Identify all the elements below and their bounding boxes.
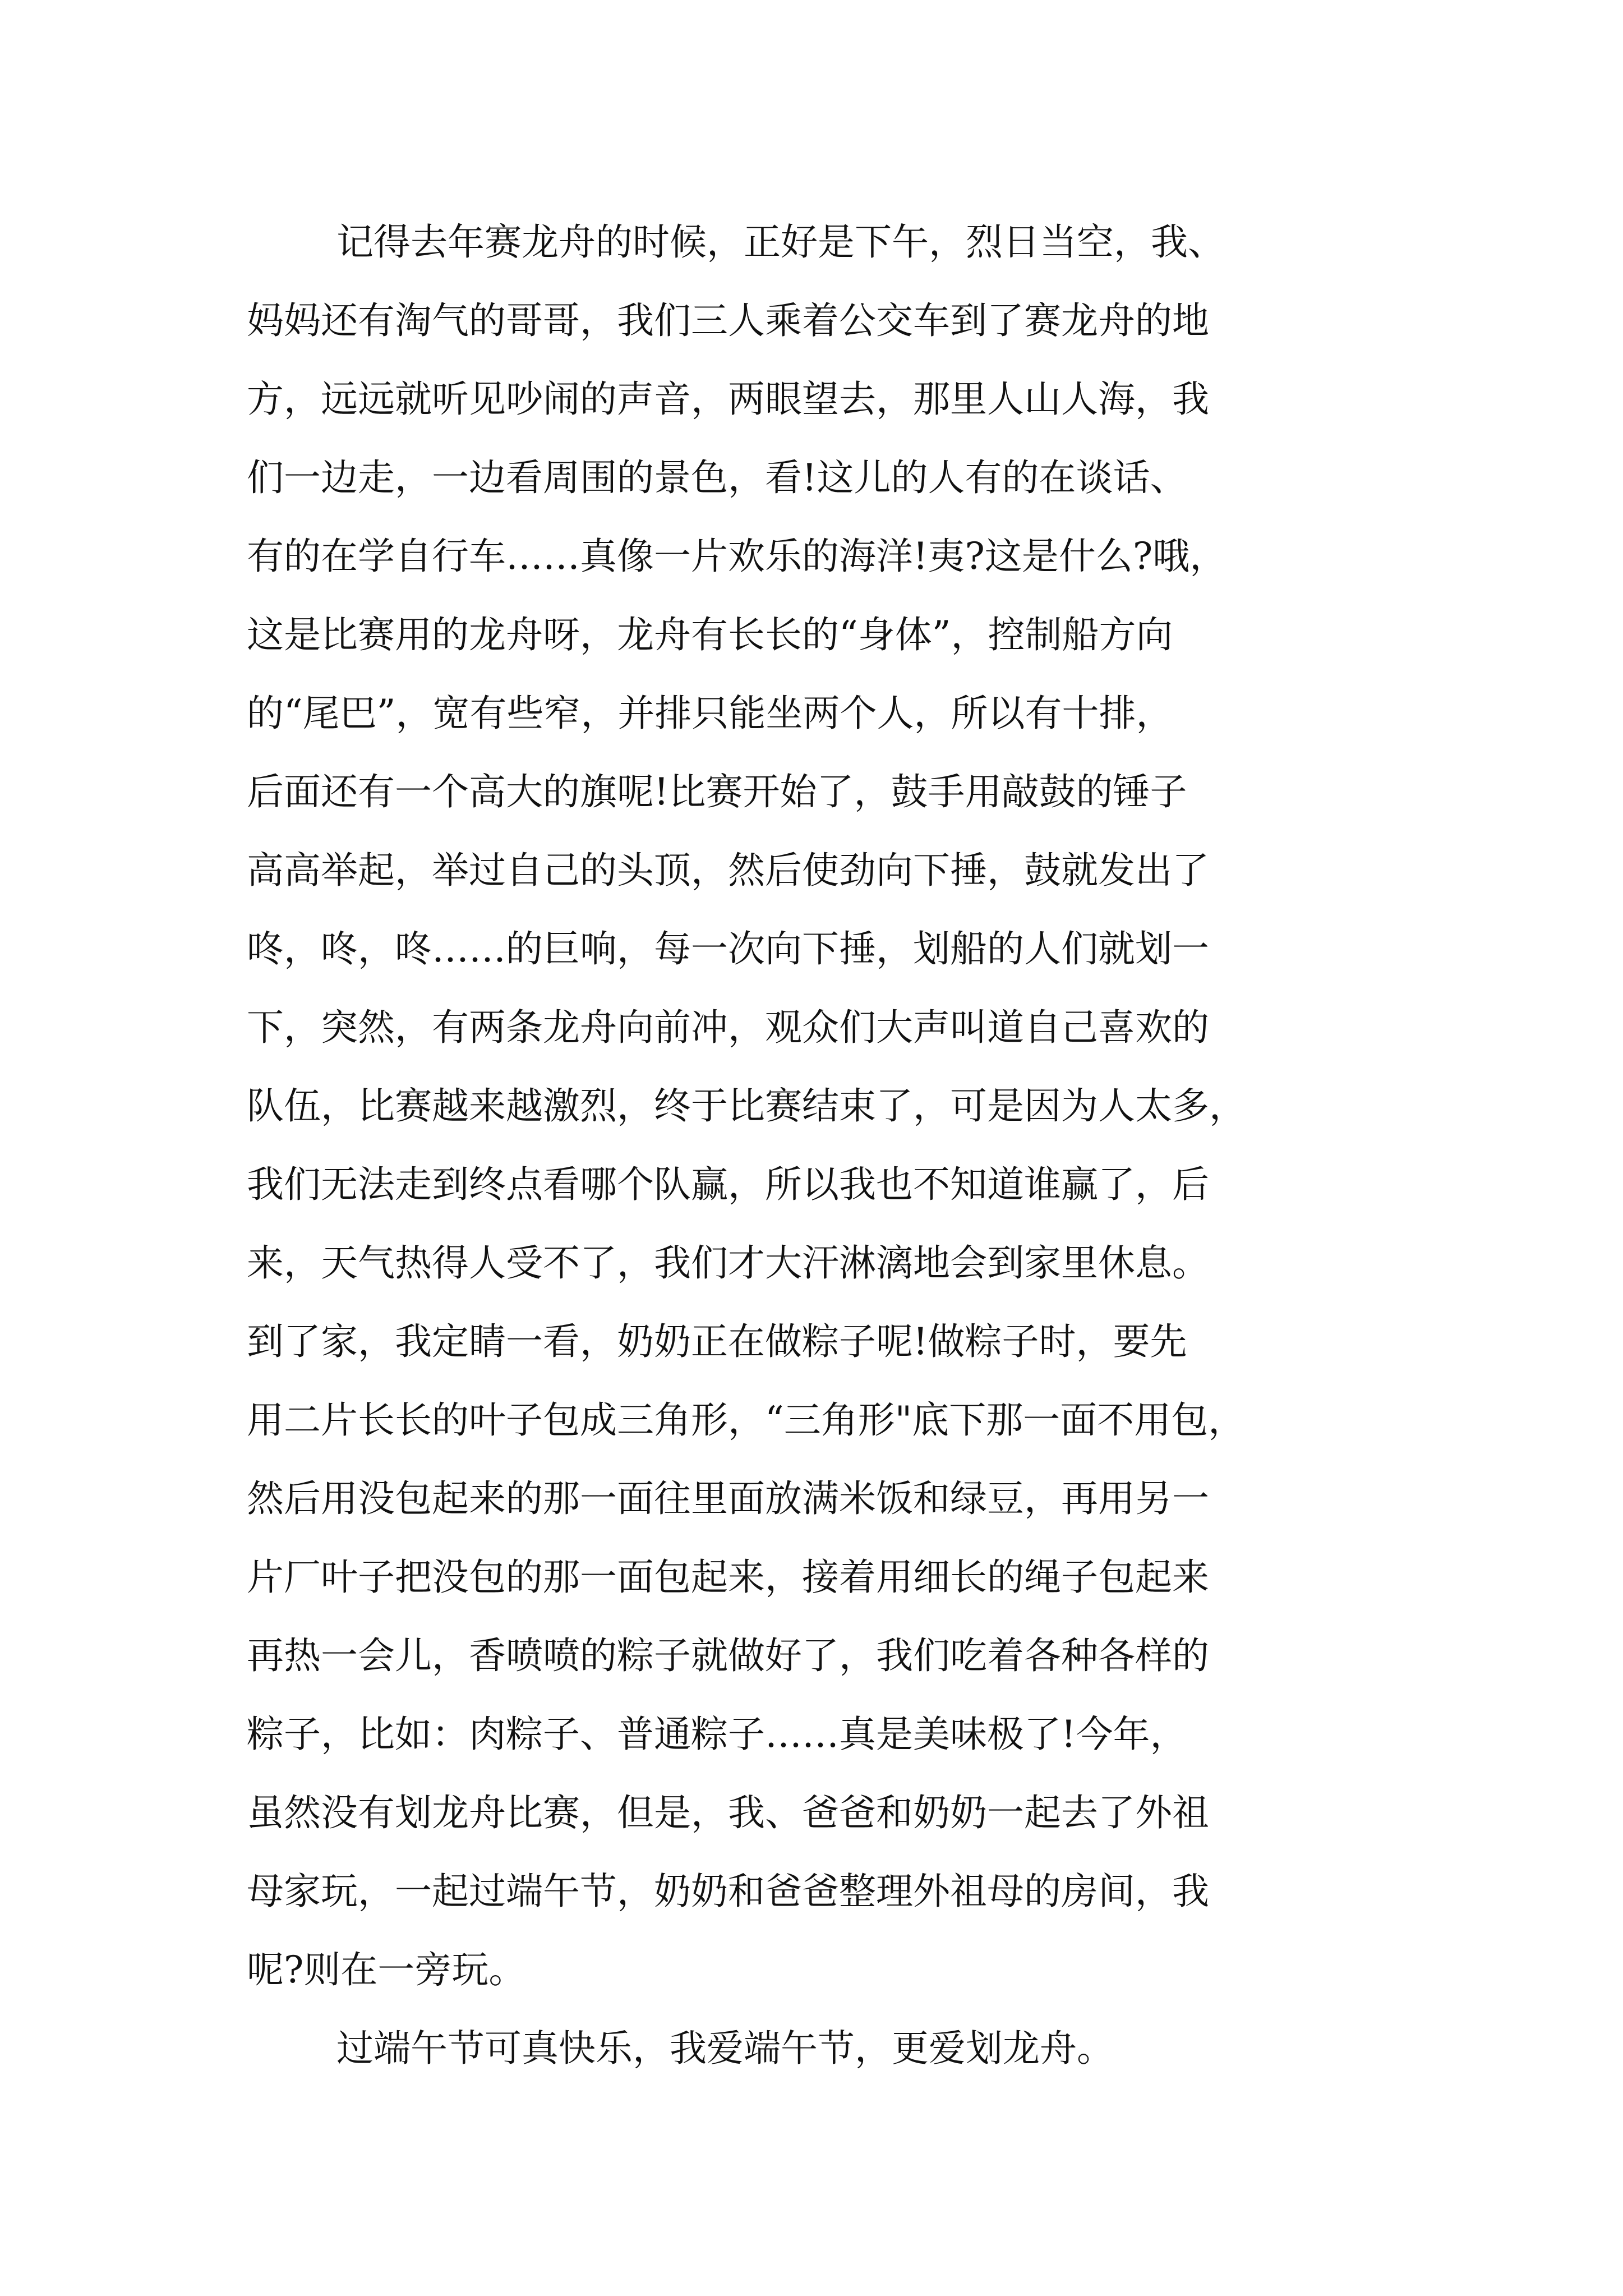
text-line: 队伍，比赛越来越激烈，终于比赛结束了，可是因为人太多， <box>247 1084 1246 1128</box>
text-line: 咚，咚，咚……的巨响，每一次向下捶，划船的人们就划一 <box>247 927 1209 970</box>
text-line: 粽子，比如：肉粽子、普通粽子……真是美味极了!今年， <box>247 1713 1187 1756</box>
paragraph-2 <box>247 2009 1424 2088</box>
text-line: 母家玩，一起过端午节，奶奶和爸爸整理外祖母的房间，我 <box>247 1870 1209 1913</box>
text-line: 下，突然，有两条龙舟向前冲，观众们大声叫道自己喜欢的 <box>247 1006 1209 1049</box>
text-line: 后面还有一个高大的旗呢!比赛开始了，鼓手用敲鼓的锤子 <box>247 770 1187 813</box>
text-line: 高高举起，举过自己的头顶，然后使劲向下捶，鼓就发出了 <box>247 849 1209 892</box>
text-line: 呢?则在一旁玩。 <box>247 1948 526 1991</box>
text-line: 过端午节可真快乐，我爱端午节，更爱划龙舟。 <box>336 2027 1114 2070</box>
text-line: 方，远远就听见吵闹的声音，两眼望去，那里人山人海，我 <box>247 378 1209 421</box>
text-line: 虽然没有划龙舟比赛，但是，我、爸爸和奶奶一起去了外祖 <box>247 1791 1209 1834</box>
text-line: 有的在学自行车……真像一片欢乐的海洋!夷?这是什么?哦， <box>247 535 1227 578</box>
paragraph-1 <box>247 203 1424 2009</box>
text-line: 妈妈还有淘气的哥哥，我们三人乘着公交车到了赛龙舟的地 <box>247 299 1209 342</box>
text-line: 我们无法走到终点看哪个队赢，所以我也不知道谁赢了，后 <box>247 1163 1209 1206</box>
text-line: 来，天气热得人受不了，我们才大汗淋漓地会到家里休息。 <box>247 1241 1209 1285</box>
text-line: 然后用没包起来的那一面往里面放满米饭和绿豆，再用另一 <box>247 1477 1209 1520</box>
document-body <box>247 203 1424 2088</box>
text-line: 们一边走，一边看周围的景色，看!这儿的人有的在谈话、 <box>247 456 1187 499</box>
text-line: 的“尾巴”，宽有些窄，并排只能坐两个人，所以有十排， <box>247 692 1173 735</box>
text-line: 片厂叶子把没包的那一面包起来，接着用细长的绳子包起来 <box>247 1556 1209 1599</box>
text-line: 用二片长长的叶子包成三角形，“三角形"底下那一面不用包， <box>247 1398 1246 1442</box>
text-line: 这是比赛用的龙舟呀，龙舟有长长的“身体”，控制船方向 <box>247 613 1173 656</box>
text-line: 再热一会儿，香喷喷的粽子就做好了，我们吃着各种各样的 <box>247 1634 1209 1677</box>
text-line: 记得去年赛龙舟的时候，正好是下午，烈日当空，我、 <box>336 220 1225 264</box>
text-line: 到了家，我定睛一看，奶奶正在做粽子呢!做粽子时，要先 <box>247 1320 1187 1363</box>
